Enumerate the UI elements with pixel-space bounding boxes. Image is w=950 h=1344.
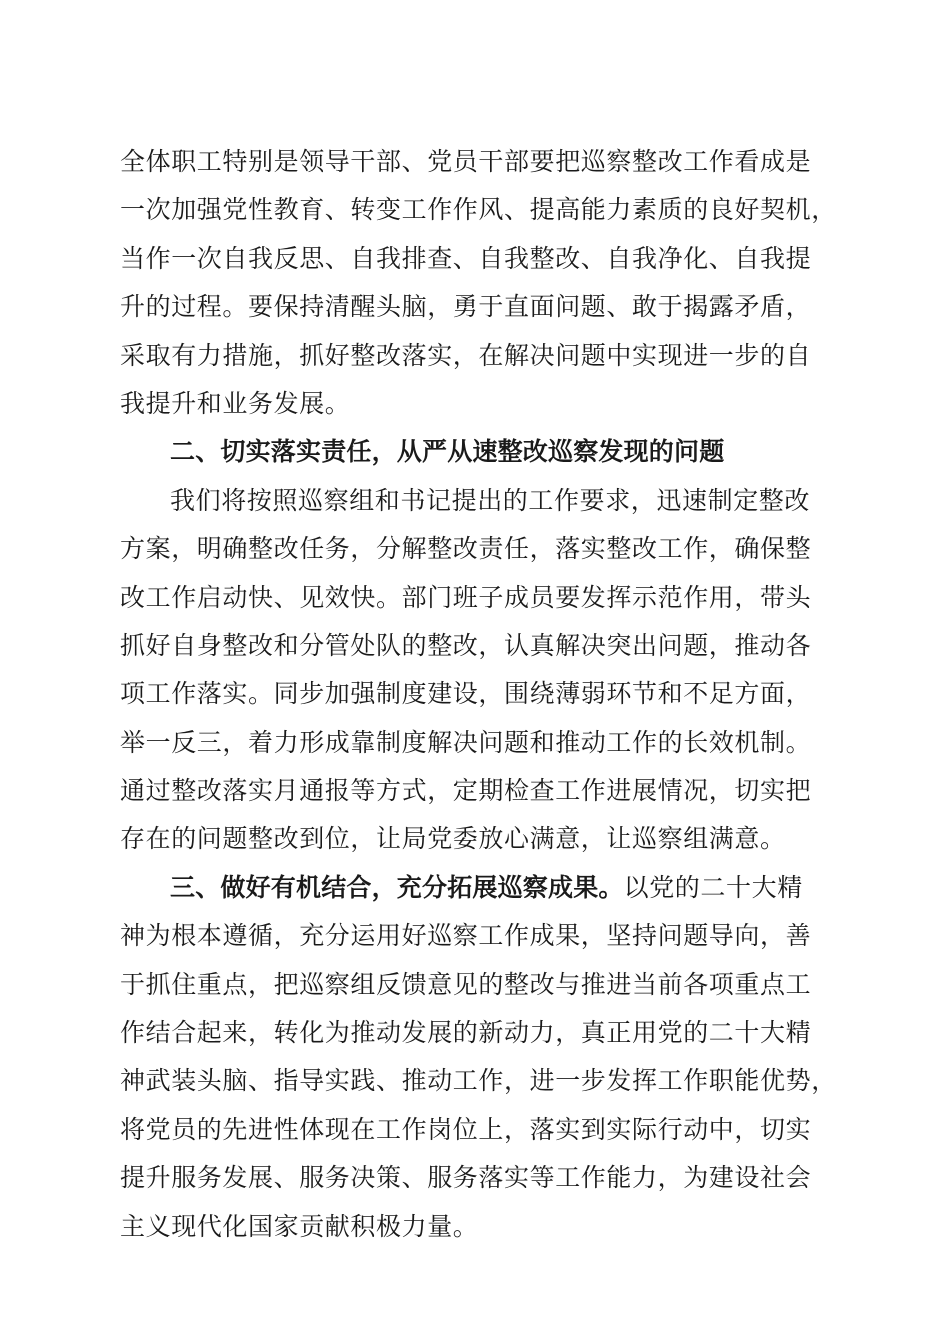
section-heading-2: 二、切实落实责任，从严从速整改巡察发现的问题 <box>170 437 725 467</box>
section-heading-3: 三、做好有机结合，充分拓展巡察成果。 <box>170 872 624 902</box>
paragraph3-line: 神武装头脑、指导实践、推动工作，进一步发挥工作职能优势， <box>120 1066 837 1096</box>
paragraph2-line: 存在的问题整改到位，让局党委放心满意，让巡察组满意。 <box>120 824 786 854</box>
paragraph1-line: 我提升和业务发展。 <box>120 388 351 418</box>
paragraph3-line: 将党员的先进性体现在工作岗位上，落实到实际行动中，切实 <box>120 1114 812 1144</box>
paragraph2-line: 抓好自身整改和分管处队的整改，认真解决突出问题，推动各 <box>120 630 812 660</box>
paragraph2-line: 举一反三，着力形成靠制度解决问题和推动工作的长效机制。 <box>120 727 812 757</box>
paragraph2-line: 通过整改落实月通报等方式，定期检查工作进展情况，切实把 <box>120 776 812 806</box>
paragraph3-first-line <box>120 864 840 912</box>
paragraph3-line: 神为根本遵循，充分运用好巡察工作成果，坚持问题导向，善 <box>120 921 812 951</box>
paragraph1-line: 一次加强党性教育、转变工作作风、提高能力素质的良好契机， <box>120 195 837 225</box>
paragraph1-line: 当作一次自我反思、自我排查、自我整改、自我净化、自我提 <box>120 243 812 273</box>
paragraph3-line: 提升服务发展、服务决策、服务落实等工作能力，为建设社会 <box>120 1163 812 1193</box>
paragraph1-line: 升的过程。要保持清醒头脑，勇于直面问题、敢于揭露矛盾， <box>120 292 812 322</box>
paragraph2-line: 我们将按照巡察组和书记提出的工作要求，迅速制定整改 <box>170 485 811 515</box>
paragraph3-line: 于抓住重点，把巡察组反馈意见的整改与推进当前各项重点工 <box>120 969 812 999</box>
document-body <box>120 138 840 1251</box>
paragraph1-line: 采取有力措施，抓好整改落实，在解决问题中实现进一步的自 <box>120 340 812 370</box>
paragraph2-line: 项工作落实。同步加强制度建设，围绕薄弱环节和不足方面， <box>120 679 812 709</box>
paragraph1-line: 全体职工特别是领导干部、党员干部要把巡察整改工作看成是 <box>120 147 812 176</box>
paragraph3-first-rest: 以党的二十大精 <box>623 872 803 902</box>
paragraph2-line: 改工作启动快、见效快。部门班子成员要发挥示范作用，带头 <box>120 582 812 612</box>
paragraph2-line: 方案，明确整改任务，分解整改责任，落实整改工作，确保整 <box>120 534 812 564</box>
paragraph3-line: 主义现代化国家贡献积极力量。 <box>120 1211 479 1241</box>
paragraph3-line: 作结合起来，转化为推动发展的新动力，真正用党的二十大精 <box>120 1018 812 1048</box>
